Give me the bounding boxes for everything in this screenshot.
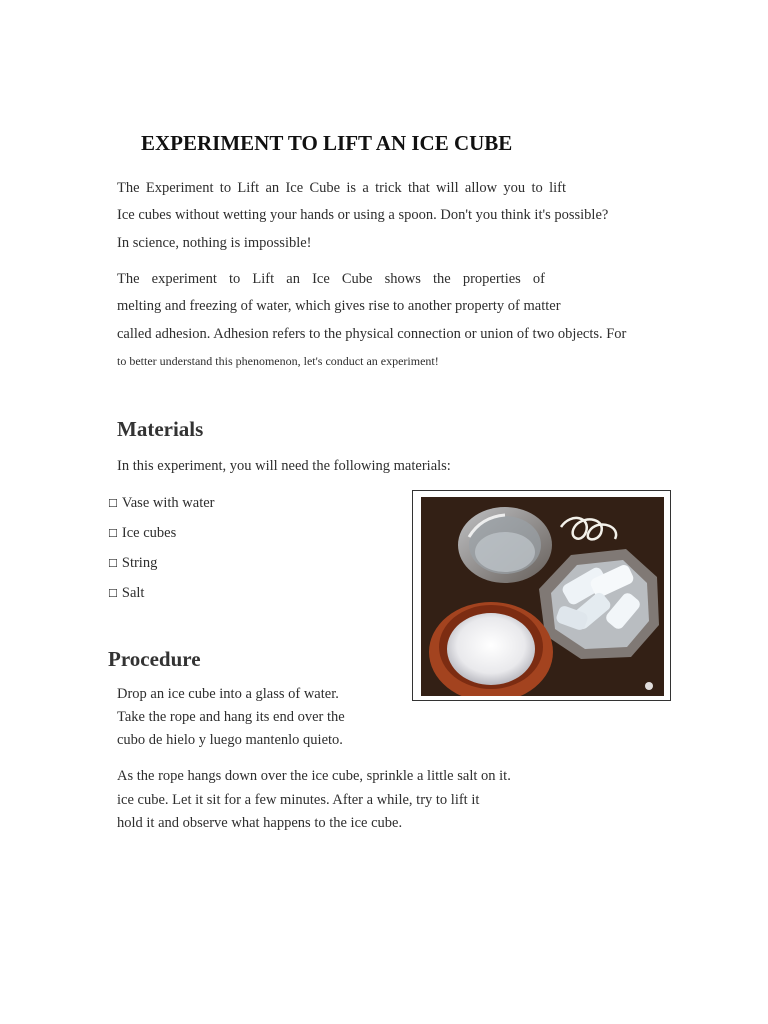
checkbox-bullet-icon: ☐ <box>108 557 118 570</box>
procedure-p1-line-3: cubo de hielo y luego mantenlo quieto. <box>117 732 343 748</box>
intro-p2-line-3: called adhesion. Adhesion refers to the physical connection or union of two objects. For <box>117 326 627 342</box>
materials-item-label: String <box>121 555 158 571</box>
procedure-p2-line-3: hold it and observe what happens to the ice cube. <box>117 815 403 831</box>
intro-p2-line-2: melting and freezing of water, which gives rise to another property of matter <box>117 298 561 314</box>
materials-item <box>108 585 144 602</box>
checkbox-bullet-icon: ☐ <box>108 527 118 540</box>
materials-item-label: Vase with water <box>121 495 215 511</box>
materials-item-label: Ice cubes <box>121 525 177 541</box>
document-title: EXPERIMENT TO LIFT AN ICE CUBE <box>141 131 513 155</box>
materials-item-label: Salt <box>121 585 145 601</box>
checkbox-bullet-icon: ☐ <box>108 497 118 510</box>
procedure-heading: Procedure <box>108 647 201 671</box>
checkbox-bullet-icon: ☐ <box>108 587 118 600</box>
materials-item <box>108 495 214 512</box>
intro-p2-line-4: to better understand this phenomenon, let's conduct an experiment! <box>117 354 439 368</box>
materials-item <box>108 555 157 572</box>
intro-p1-line-3: In science, nothing is impossible! <box>117 235 312 251</box>
procedure-p2-line-2: ice cube. Let it sit for a few minutes. After a while, try to lift it <box>117 792 480 808</box>
intro-p2-line-1: The experiment to Lift an Ice Cube shows the properties of <box>117 271 545 287</box>
materials-item <box>108 525 176 542</box>
intro-p1-line-1: The Experiment to Lift an Ice Cube is a trick that will allow you to lift <box>117 180 566 196</box>
materials-photo <box>412 490 671 701</box>
materials-photo-illustration <box>421 497 664 696</box>
procedure-p1-line-1: Drop an ice cube into a glass of water. <box>117 686 339 702</box>
intro-p1-line-2: Ice cubes without wetting your hands or using a spoon. Don't you think it's possible? <box>117 207 609 223</box>
materials-lead: In this experiment, you will need the following materials: <box>117 458 451 474</box>
materials-heading: Materials <box>117 417 204 441</box>
procedure-p2-line-1: As the rope hangs down over the ice cube, sprinkle a little salt on it. <box>117 768 511 784</box>
procedure-p1-line-2: Take the rope and hang its end over the <box>117 709 345 725</box>
